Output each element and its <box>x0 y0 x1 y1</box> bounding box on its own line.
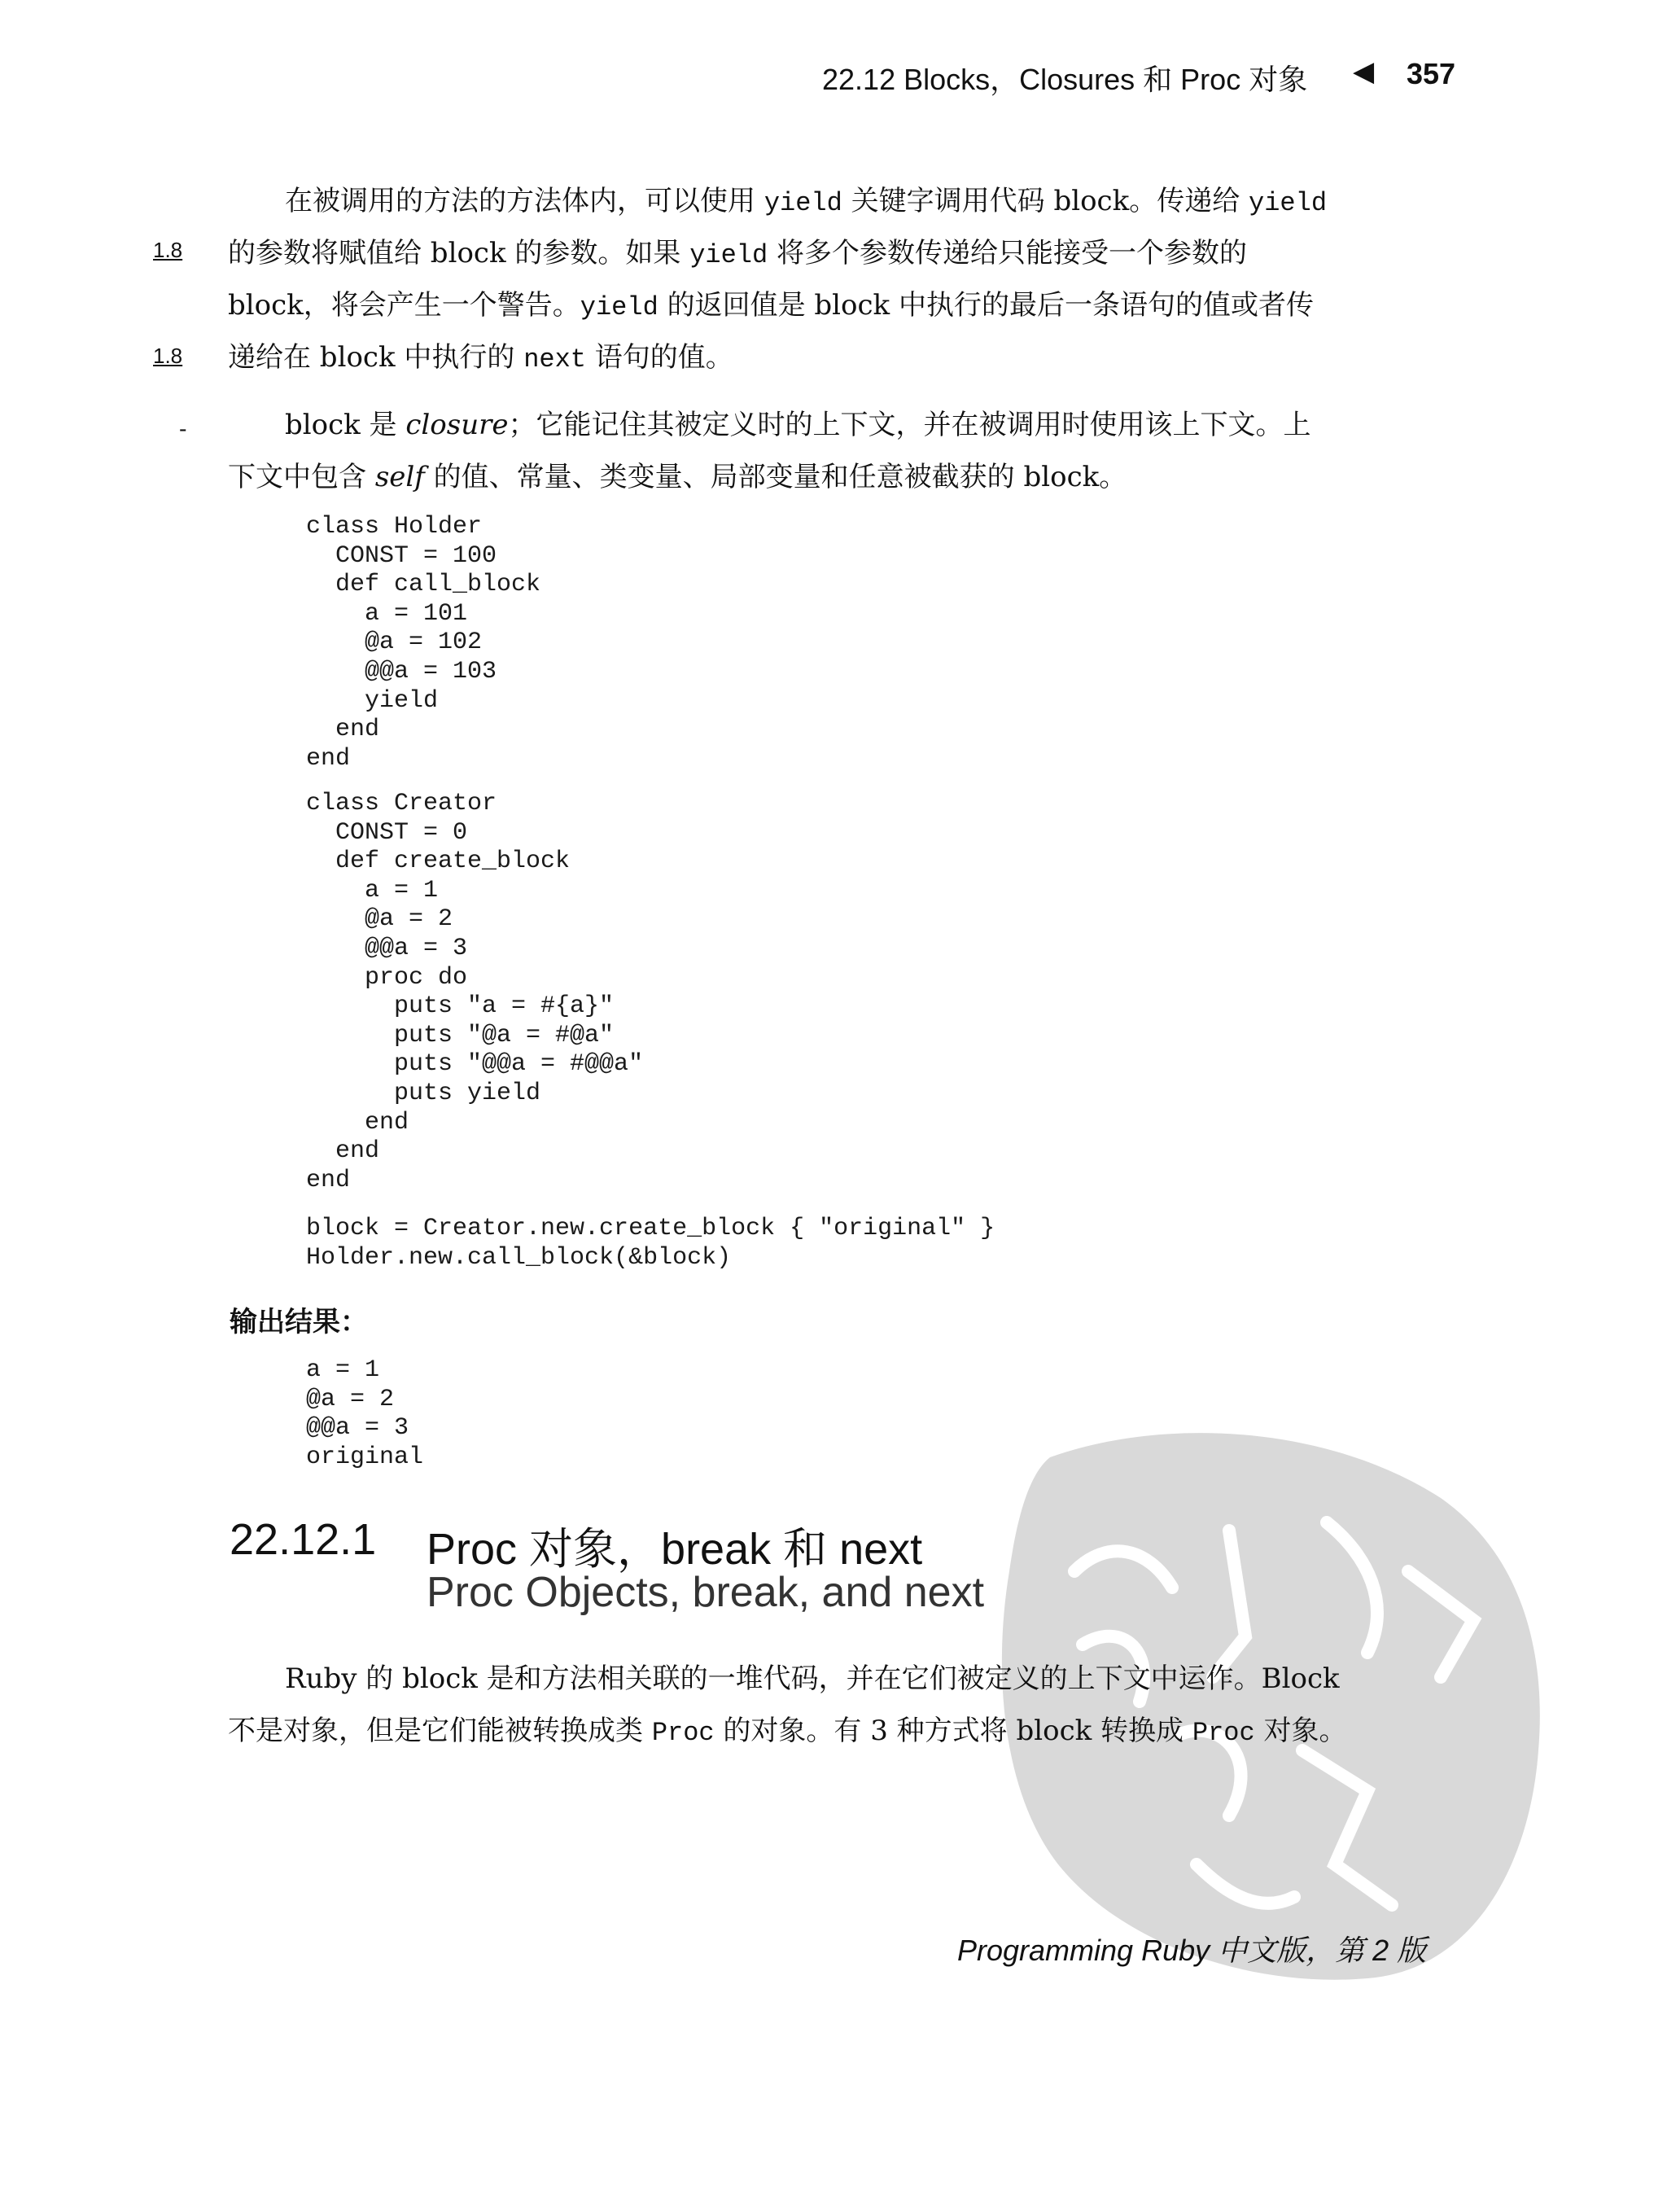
inline-code: Proc <box>1192 1718 1255 1748</box>
code-listing-creator: class Creator CONST = 0 def create_block a = 1 @a = 2 @@a = 3 proc do puts "a = #{a}" puts "@a = #@a" puts "@@a = #@@a" puts yield end end end <box>306 790 644 1194</box>
code-listing-usage: block = Creator.new.create_block { "original" } Holder.new.call_block(&block) <box>306 1215 995 1272</box>
inline-code: Proc <box>651 1718 715 1748</box>
text-run: 的值、常量、类变量、局部变量和任意被截获的 block。 <box>424 461 1127 493</box>
paragraph-proc-objects <box>228 1653 1416 1757</box>
text-line <box>228 399 1416 451</box>
text-run: 的返回值是 block 中执行的最后一条语句的值或者传 <box>658 289 1314 322</box>
output-label: 输出结果： <box>230 1306 368 1338</box>
inline-code: yield <box>689 240 768 270</box>
text-line <box>228 331 1416 383</box>
emphasis: self <box>374 461 425 493</box>
section-title-zh: Proc 对象，break 和 next <box>427 1525 923 1574</box>
code-listing-holder: class Holder CONST = 100 def call_block a = 101 @a = 102 @@a = 103 yield end end <box>306 513 541 773</box>
text-run: 递给在 block 中执行的 <box>228 341 524 374</box>
program-output: a = 1 @a = 2 @@a = 3 original <box>306 1356 424 1471</box>
running-title: 22.12 Blocks，Closures 和 Proc 对象 <box>822 63 1308 96</box>
inline-code: yield <box>580 292 658 322</box>
margin-dash: - <box>179 415 187 442</box>
text-run: 不是对象，但是它们能被转换成类 <box>228 1715 652 1747</box>
triangle-marker-icon: ◀ <box>1353 56 1375 87</box>
text-line <box>228 451 1416 503</box>
text-run: block 是 <box>285 409 406 441</box>
text-line <box>228 227 1416 279</box>
text-run: 的参数将赋值给 block 的参数。如果 <box>228 237 690 269</box>
text-line <box>228 279 1416 331</box>
text-line: Ruby 的 block 是和方法相关联的一堆代码，并在它们被定义的上下文中运作。Block <box>285 1662 1340 1695</box>
text-run: 语句的值。 <box>586 341 733 374</box>
margin-version-note: 1.8 <box>153 344 183 368</box>
text-run: 对象。 <box>1254 1715 1347 1747</box>
running-header <box>822 57 1465 98</box>
inline-code: next <box>523 344 586 375</box>
emphasis: closure <box>405 409 509 441</box>
paragraph-yield <box>228 175 1416 383</box>
inline-code: yield <box>763 188 842 218</box>
page-number: 357 <box>1407 57 1456 90</box>
inline-code: yield <box>1249 188 1328 218</box>
book-footer: Programming Ruby 中文版，第 2 版 <box>957 1934 1427 1967</box>
text-line <box>228 175 1416 227</box>
section-number: 22.12.1 <box>230 1515 377 1564</box>
text-run: 关键字调用代码 block。传递给 <box>842 185 1249 217</box>
text-run: 下文中包含 <box>228 461 375 493</box>
text-run: ；它能记住其被定义时的上下文，并在被调用时使用该上下文。上 <box>508 409 1311 441</box>
margin-version-note: 1.8 <box>153 238 183 262</box>
text-line <box>228 1705 1416 1757</box>
text-run: 的对象。有 3 种方式将 block 转换成 <box>714 1715 1192 1747</box>
text-run: 在被调用的方法的方法体内，可以使用 <box>285 185 764 217</box>
text-run: 将多个参数传递给只能接受一个参数的 <box>768 237 1248 269</box>
text-run: block，将会产生一个警告。 <box>228 289 580 322</box>
section-title-en: Proc Objects, break, and next <box>427 1569 985 1616</box>
paragraph-closure <box>228 399 1416 503</box>
